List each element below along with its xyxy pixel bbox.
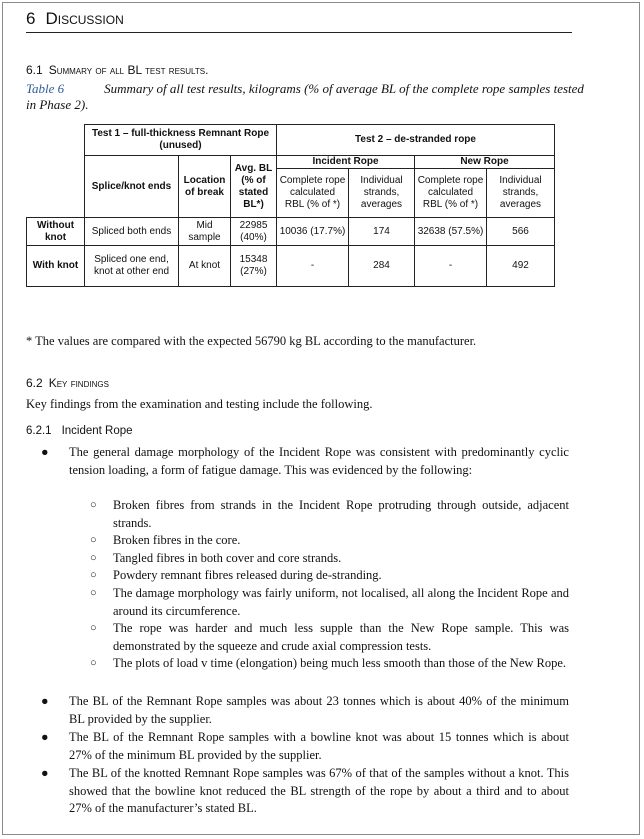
new-rope-header: New Rope bbox=[415, 156, 555, 169]
table-caption-label: Table 6 bbox=[26, 81, 65, 96]
table-caption-text: Summary of all test results, kilograms (% of average BL of the complete rope samples tested in Phase 2). bbox=[26, 81, 584, 112]
list-item-text: The BL of the knotted Remnant Rope samples was 67% of that of the samples without a knot. This showed that the bowline knot reduced the BL strength of the rope by about a third and to about 27% of the manufacturer’s stated BL. bbox=[69, 766, 569, 815]
cell-splice: Spliced both ends bbox=[85, 218, 179, 246]
list-item-text: The BL of the Remnant Rope samples with a bowline knot was about 15 tonnes which is about 27% of the minimum BL provided by the supplier. bbox=[69, 730, 569, 762]
results-table bbox=[26, 124, 555, 287]
cell-splice: Spliced one end, knot at other end bbox=[85, 246, 179, 287]
cell-location: Mid sample bbox=[179, 218, 231, 246]
circle-bullet-icon: ○ bbox=[90, 552, 97, 564]
section-number: 6 bbox=[26, 9, 36, 28]
table-caption bbox=[26, 81, 586, 113]
cell-incident-individual: 284 bbox=[349, 246, 415, 287]
table-row bbox=[27, 246, 555, 287]
subsubsection-heading bbox=[26, 425, 133, 437]
section-title: Discussion bbox=[45, 9, 124, 28]
incident-rope-header: Incident Rope bbox=[277, 156, 415, 169]
cell-incident-complete: 10036 (17.7%) bbox=[277, 218, 349, 246]
sub-list-item-text: The rope was harder and much less supple than the New Rope sample. This was demonstrated by the squeeze and crude axial compression tests. bbox=[113, 621, 569, 653]
sub-list-item-text: The plots of load v time (elongation) being much less smooth than those of the New Rope. bbox=[113, 656, 567, 670]
cell-new-individual: 492 bbox=[487, 246, 555, 287]
cell-new-complete: - bbox=[415, 246, 487, 287]
row-label: Without knot bbox=[27, 218, 85, 246]
cell-incident-complete: - bbox=[277, 246, 349, 287]
circle-bullet-icon: ○ bbox=[90, 499, 97, 511]
cell-incident-individual: 174 bbox=[349, 218, 415, 246]
col-incident-individual-header: Individual strands, averages bbox=[349, 169, 415, 218]
col-location-header: Location of break bbox=[179, 156, 231, 218]
col-new-complete-header: Complete rope calculated RBL (% of *) bbox=[415, 169, 487, 218]
cell-location: At knot bbox=[179, 246, 231, 287]
subsection-heading-summary bbox=[26, 63, 208, 77]
sub-list-item-text: Powdery remnant fibres released during de-stranding. bbox=[113, 568, 382, 582]
test2-header: Test 2 – de-stranded rope bbox=[277, 125, 555, 156]
bullet-icon: ● bbox=[41, 694, 49, 708]
sub-list-item-text: The damage morphology was fairly uniform, not localised, all along the Incident Rope and around its circumference. bbox=[113, 586, 569, 618]
table-footnote: * The values are compared with the expected 56790 kg BL according to the manufacturer. bbox=[26, 334, 477, 348]
col-avg-bl-header: Avg. BL (% of stated BL*) bbox=[231, 156, 277, 218]
col-new-individual-header: Individual strands, averages bbox=[487, 169, 555, 218]
row-label: With knot bbox=[27, 246, 85, 287]
col-incident-complete-header: Complete rope calculated RBL (% of *) bbox=[277, 169, 349, 218]
subsection-title: Summary of all BL test results. bbox=[48, 63, 209, 77]
section-heading bbox=[26, 9, 572, 33]
circle-bullet-icon: ○ bbox=[90, 569, 97, 581]
subsection-number: 6.1 bbox=[26, 63, 43, 77]
circle-bullet-icon: ○ bbox=[90, 622, 97, 634]
cell-new-complete: 32638 (57.5%) bbox=[415, 218, 487, 246]
bullet-icon: ● bbox=[41, 445, 49, 459]
col-splice-header: Splice/knot ends bbox=[85, 156, 179, 218]
sub-list-item-text: Broken fibres in the core. bbox=[113, 533, 241, 547]
subsection-title: Key findings bbox=[48, 376, 109, 390]
cell-new-individual: 566 bbox=[487, 218, 555, 246]
list-item-text: The BL of the Remnant Rope samples was about 23 tonnes which is about 40% of the minimum BL provided by the supplier. bbox=[69, 694, 569, 726]
subsection-heading-findings bbox=[26, 376, 109, 390]
circle-bullet-icon: ○ bbox=[90, 534, 97, 546]
subsubsection-title: Incident Rope bbox=[61, 425, 133, 437]
sub-list-item-text: Tangled fibres in both cover and core strands. bbox=[113, 551, 342, 565]
findings-intro: Key findings from the examination and testing include the following. bbox=[26, 397, 373, 411]
subsection-number: 6.2 bbox=[26, 376, 43, 390]
table-row bbox=[27, 218, 555, 246]
circle-bullet-icon: ○ bbox=[90, 587, 97, 599]
subsubsection-number: 6.2.1 bbox=[26, 425, 52, 437]
bullet-icon: ● bbox=[41, 766, 49, 780]
cell-avg-bl: 22985 (40%) bbox=[231, 218, 277, 246]
test1-header: Test 1 – full-thickness Remnant Rope (unused) bbox=[85, 125, 277, 156]
sub-list-item-text: Broken fibres from strands in the Incident Rope protruding through outside, adjacent strands. bbox=[113, 498, 569, 530]
list-item-text: The general damage morphology of the Incident Rope was consistent with predominantly cyclic tension loading, a form of fatigue damage. This was evidenced by the following: bbox=[69, 445, 569, 477]
cell-avg-bl: 15348 (27%) bbox=[231, 246, 277, 287]
circle-bullet-icon: ○ bbox=[90, 657, 97, 669]
bullet-icon: ● bbox=[41, 730, 49, 744]
